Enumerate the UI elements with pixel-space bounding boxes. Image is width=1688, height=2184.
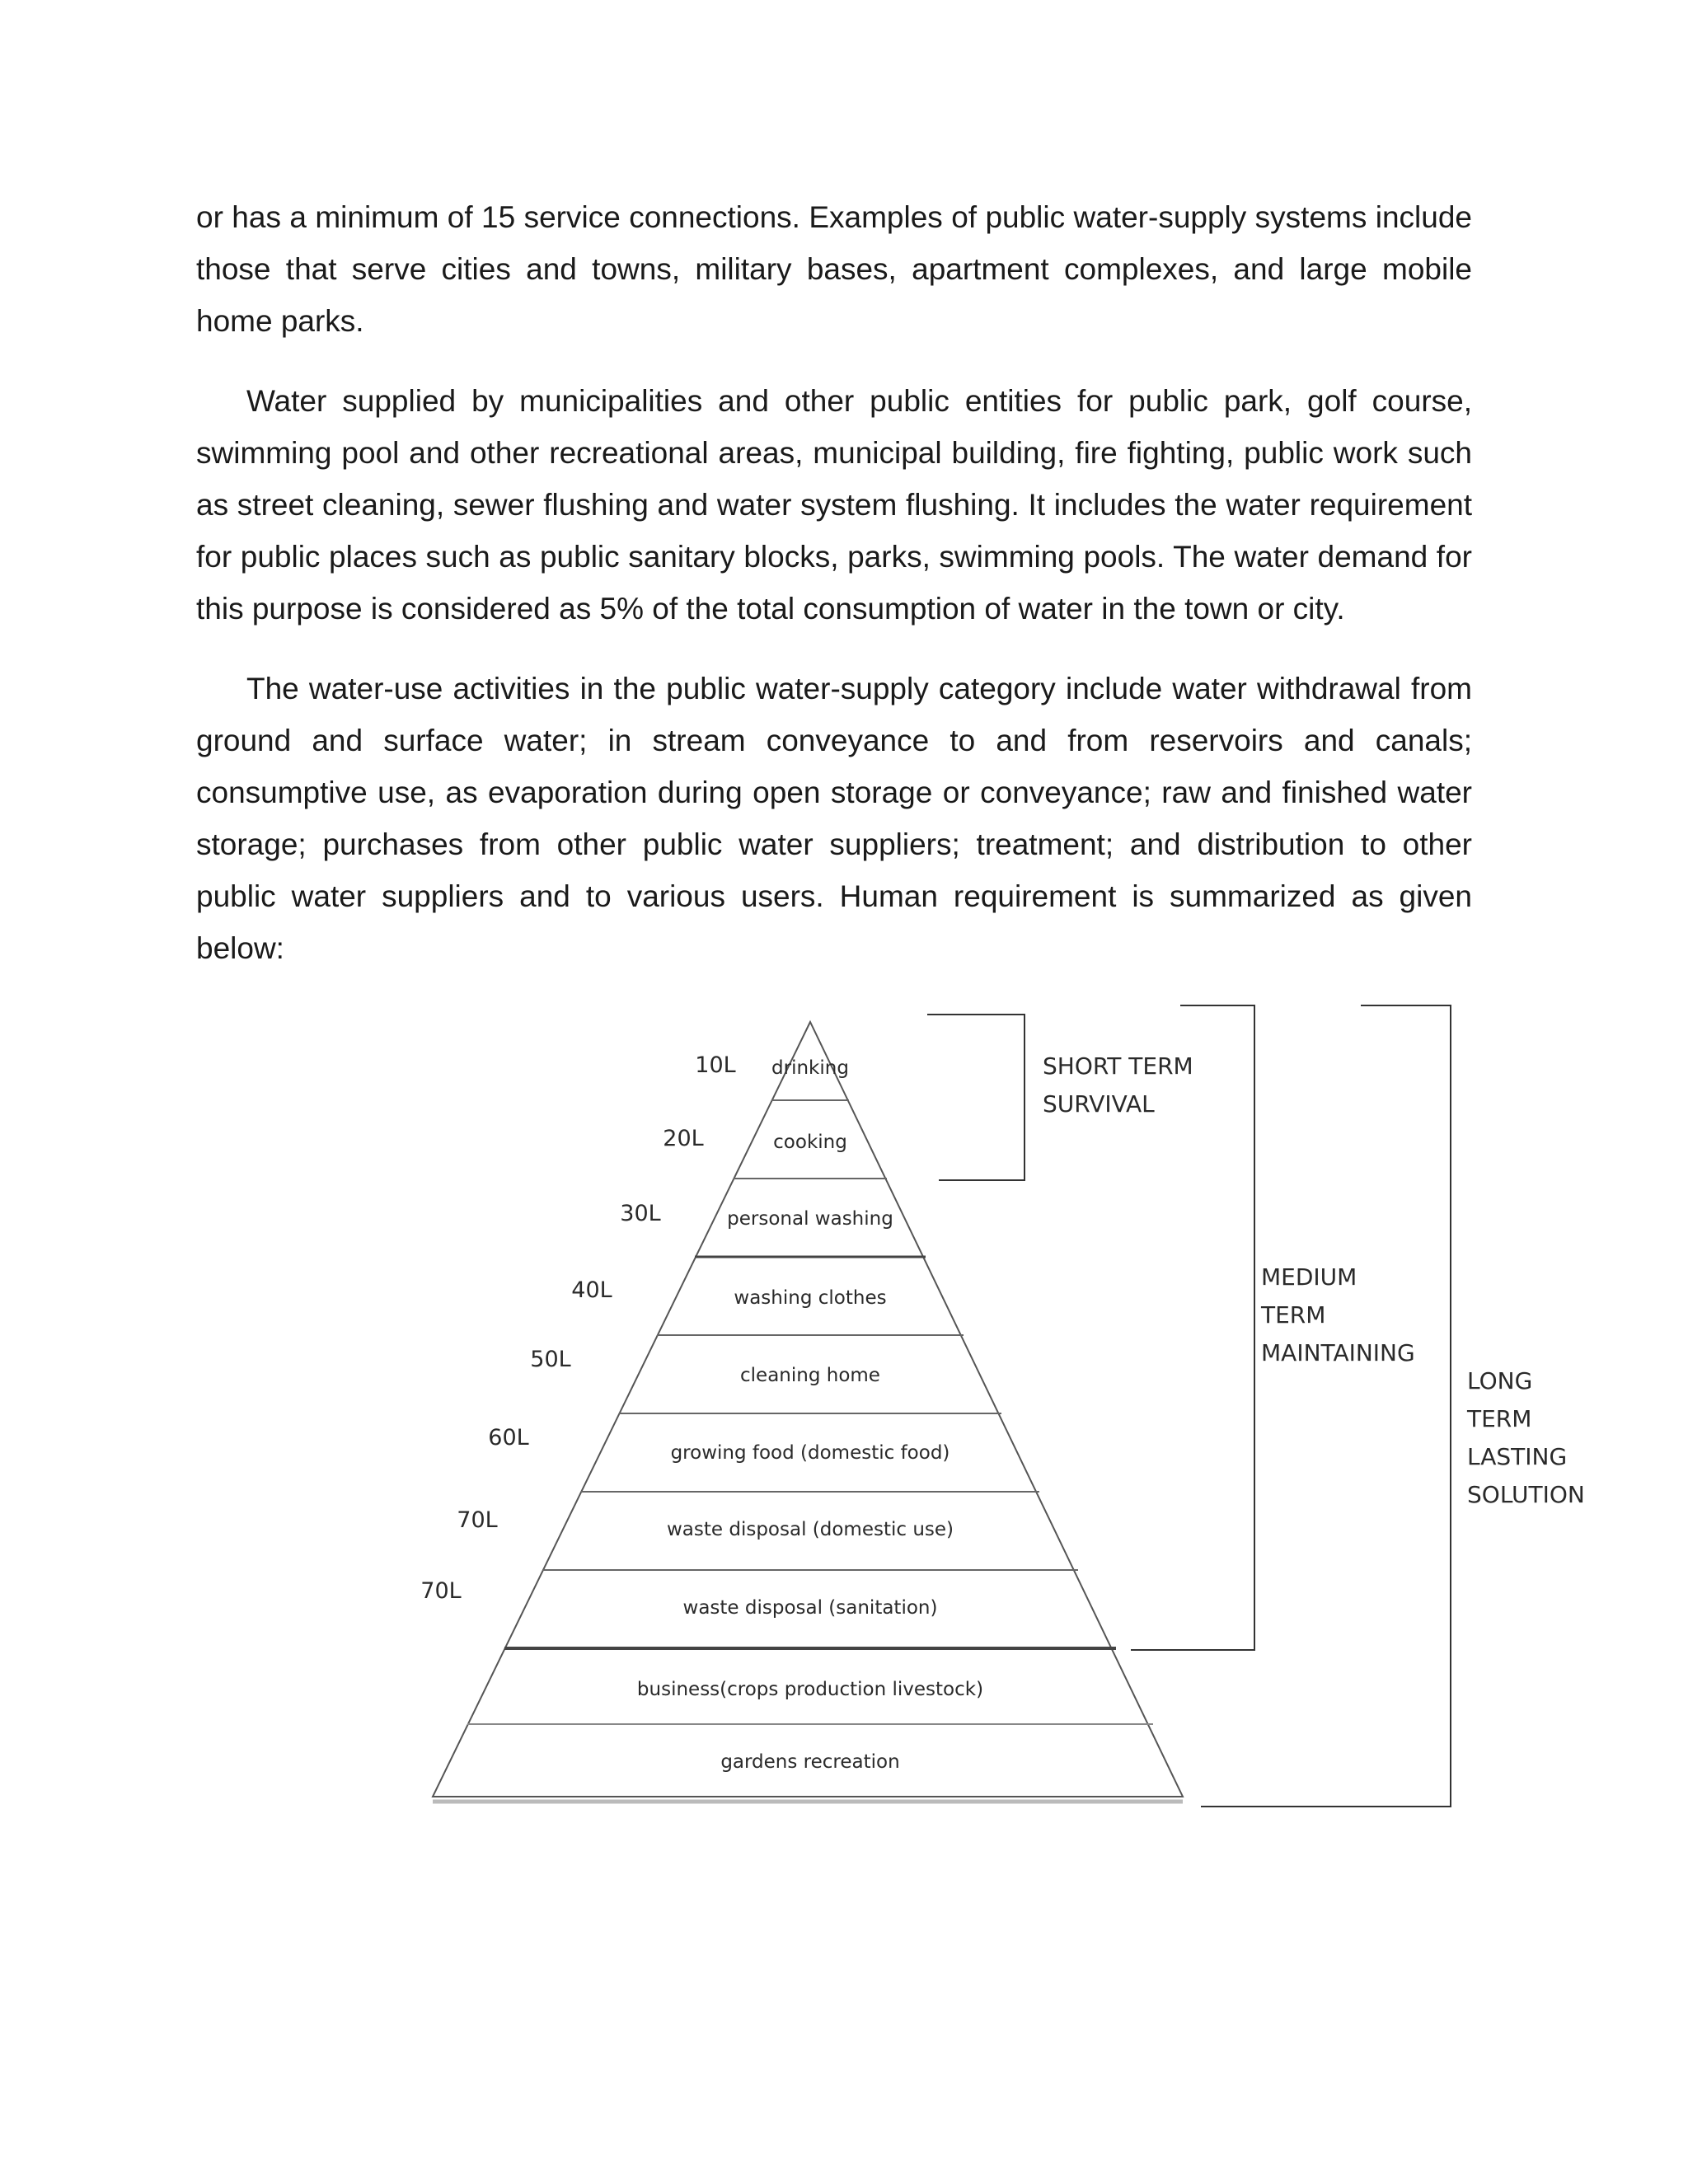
tier-label-washing-clothes: washing clothes — [734, 1287, 887, 1309]
medium-term-label-line-1: MEDIUM — [1261, 1263, 1357, 1291]
medium-term-label-line-3: MAINTAINING — [1261, 1339, 1415, 1366]
level-label: 70L — [457, 1507, 498, 1533]
tier-label-business: business(crops production livestock) — [636, 1679, 984, 1700]
tier-label-cooking: cooking — [773, 1132, 847, 1153]
paragraph-2: Water supplied by municipalities and other public entities for public park, golf course, swimming pool and other recreational areas, municipal building, fire fighting, public work such as street cleaning, sewer flushing and water system flushing. It includes the water requirement for public places such as public sanitary blocks, parks, swimming pools. The water demand for this purpose is considered as 5% of the total consumption of water in the town or city. — [196, 384, 1472, 626]
tier-label-cleaning-home: cleaning home — [740, 1365, 880, 1386]
short-term-bracket — [927, 1015, 1025, 1180]
level-label: 70L — [420, 1578, 462, 1604]
level-label: 20L — [663, 1126, 704, 1151]
tier-label-growing-food: growing food (domestic food) — [670, 1442, 950, 1464]
level-label: 60L — [488, 1425, 529, 1451]
long-term-label-line-1: LONG — [1467, 1367, 1533, 1394]
tier-label-personal-washing: personal washing — [727, 1208, 893, 1230]
water-requirement-pyramid — [0, 972, 1688, 1846]
paragraph-1: or has a minimum of 15 service connections. Examples of public water-supply systems include those that serve cities and towns, military bases, apartment complexes, and large mobile home parks. — [196, 200, 1472, 338]
level-label: 40L — [571, 1277, 612, 1303]
paragraph-3: The water-use activities in the public water-supply category include water withdrawal from ground and surface water; in stream conveyance to and from reservoirs and canals; consumptive use, as evaporation during open storage or conveyance; raw and finished water storage; purchases from other public water suppliers; treatment; and distribution to other public water suppliers and to various users. Human requirement is summarized as given below: — [196, 672, 1472, 965]
tier-label-waste-disposal-sanitation: waste disposal (sanitation) — [682, 1597, 938, 1619]
level-label: 10L — [695, 1052, 736, 1078]
short-term-label-line-1: SHORT TERM — [1043, 1052, 1193, 1080]
tier-label-drinking: drinking — [771, 1057, 849, 1079]
long-term-bracket — [1201, 1005, 1451, 1807]
level-label: 50L — [530, 1347, 571, 1372]
long-term-label-line-2: TERM — [1467, 1405, 1532, 1432]
long-term-label-line-3: LASTING — [1467, 1443, 1568, 1470]
tier-label-gardens-recreation: gardens recreation — [720, 1751, 900, 1773]
medium-term-label-line-2: TERM — [1261, 1301, 1326, 1329]
body-text — [196, 191, 1472, 1002]
short-term-label-line-2: SURVIVAL — [1043, 1090, 1155, 1118]
tier-label-waste-disposal-domestic: waste disposal (domestic use) — [666, 1519, 954, 1540]
long-term-label-line-4: SOLUTION — [1467, 1481, 1585, 1508]
level-label: 30L — [620, 1201, 661, 1226]
